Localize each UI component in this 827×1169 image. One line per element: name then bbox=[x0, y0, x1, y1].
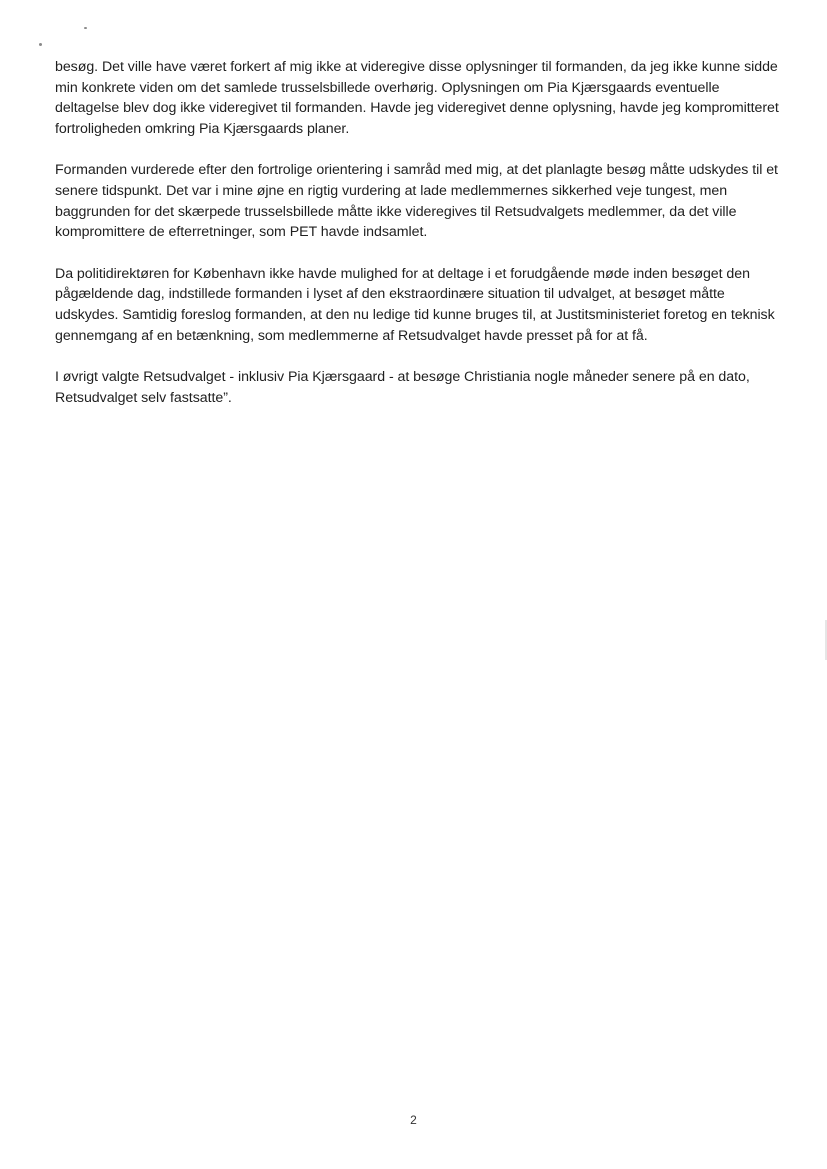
scan-speck bbox=[39, 43, 42, 46]
page-number: 2 bbox=[410, 1113, 417, 1127]
paragraph-1: besøg. Det ville have været forkert af mig ikke at videregive disse oplysninger til formanden, da jeg ikke kunne sidde min konkrete viden om det samlede trusselsbillede overhørig. Oplysningen om Pia Kjærsgaards eventuelle deltagelse blev dog ikke videregivet til formanden. Havde jeg videregivet denne oplysning, havde jeg kompromitteret fortroligheden omkring Pia Kjærsgaards planer. bbox=[55, 59, 779, 137]
paragraph-4: I øvrigt valgte Retsudvalget - inklusiv Pia Kjærsgaard - at besøge Christiania nogle måneder senere på en dato, Retsudvalget selv fastsatte”. bbox=[55, 369, 750, 406]
scan-speck bbox=[84, 27, 87, 29]
paragraph-3: Da politidirektøren for København ikke havde mulighed for at deltage i et forudgående møde inden besøget den pågældende dag, indstillede formanden i lyset af den ekstraordinære situation til udvalget, at besøget måtte udskydes. Samtidig foreslog formanden, at den nu ledige tid kunne bruges til, at Justitsministeriet foretog en teknisk gennemgang af en betænkning, som medlemmerne af Retsudvalget havde presset på for at få. bbox=[55, 265, 775, 344]
paragraph-2: Formanden vurderede efter den fortrolige orientering i samråd med mig, at det planlagte besøg måtte udskydes til et senere tidspunkt. Det var i mine øjne en rigtig vurdering at lade medlemmernes sikkerhed veje tungest, men baggrunden for det skærpede trusselsbillede måtte ikke videregives til Retsudvalgets medlemmer, da det ville kompromittere de efterretninger, som PET havde indsamlet. bbox=[55, 162, 778, 241]
body-text bbox=[55, 57, 785, 429]
